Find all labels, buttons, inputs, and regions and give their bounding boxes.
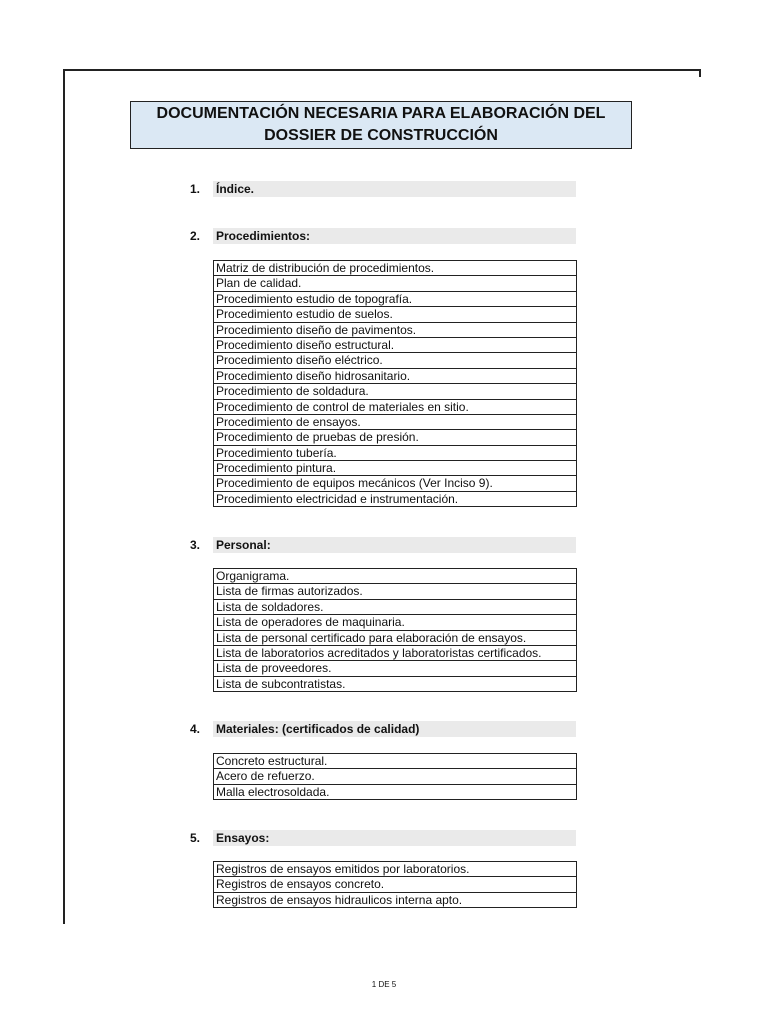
- list-item: Organigrama.: [213, 569, 577, 584]
- section-number: 2.: [190, 229, 201, 243]
- list-item: Registros de ensayos concreto.: [213, 877, 577, 892]
- list-item: Procedimiento electricidad e instrumentación.: [213, 492, 577, 507]
- section-title: Procedimientos:: [213, 228, 576, 244]
- list-item: Procedimiento diseño hidrosanitario.: [213, 369, 577, 384]
- title-line-1: DOCUMENTACIÓN NECESARIA PARA ELABORACIÓN DEL: [156, 105, 606, 122]
- list-item: Procedimiento de control de materiales en sitio.: [213, 400, 577, 415]
- list-item: Malla electrosoldada.: [213, 785, 577, 800]
- page-frame-right: [699, 69, 701, 77]
- list-item: Lista de personal certificado para elaboración de ensayos.: [213, 631, 577, 646]
- list-item: Procedimiento pintura.: [213, 461, 577, 476]
- personal-list: [213, 568, 577, 692]
- list-item: Lista de laboratorios acreditados y laboratoristas certificados.: [213, 646, 577, 661]
- list-item: Plan de calidad.: [213, 276, 577, 291]
- list-item: Procedimiento estudio de suelos.: [213, 307, 577, 322]
- materiales-list: [213, 753, 577, 800]
- list-item: Procedimiento diseño de pavimentos.: [213, 323, 577, 338]
- list-item: Lista de subcontratistas.: [213, 677, 577, 692]
- list-item: Matriz de distribución de procedimientos.: [213, 261, 577, 276]
- list-item: Procedimiento diseño estructural.: [213, 338, 577, 353]
- ensayos-list: [213, 861, 577, 908]
- section-number: 4.: [190, 722, 201, 736]
- list-item: Procedimiento estudio de topografía.: [213, 292, 577, 307]
- list-item: Lista de proveedores.: [213, 661, 577, 676]
- section-title: Personal:: [213, 537, 576, 553]
- procedimientos-list: [213, 260, 577, 507]
- section-title: Índice.: [213, 181, 576, 197]
- list-item: Procedimiento de ensayos.: [213, 415, 577, 430]
- list-item: Procedimiento de pruebas de presión.: [213, 430, 577, 445]
- section-number: 3.: [190, 538, 201, 552]
- list-item: Procedimiento diseño eléctrico.: [213, 353, 577, 368]
- list-item: Procedimiento de equipos mecánicos (Ver Inciso 9).: [213, 476, 577, 491]
- list-item: Registros de ensayos hidraulicos interna apto.: [213, 893, 577, 908]
- list-item: Lista de operadores de maquinaria.: [213, 615, 577, 630]
- section-title: Materiales: (certificados de calidad): [213, 721, 576, 737]
- page-frame-left: [63, 69, 65, 924]
- list-item: Procedimiento tubería.: [213, 446, 577, 461]
- list-item: Lista de firmas autorizados.: [213, 584, 577, 599]
- list-item: Lista de soldadores.: [213, 600, 577, 615]
- document-title: [130, 101, 632, 149]
- section-number: 5.: [190, 831, 201, 845]
- title-line-2: DOSSIER DE CONSTRUCCIÓN: [264, 127, 498, 144]
- list-item: Registros de ensayos emitidos por laboratorios.: [213, 862, 577, 877]
- page-frame-top: [63, 69, 700, 71]
- page-number: 1 DE 5: [371, 980, 397, 989]
- list-item: Acero de refuerzo.: [213, 769, 577, 784]
- list-item: Procedimiento de soldadura.: [213, 384, 577, 399]
- section-number: 1.: [190, 182, 201, 196]
- list-item: Concreto estructural.: [213, 754, 577, 769]
- section-title: Ensayos:: [213, 830, 576, 846]
